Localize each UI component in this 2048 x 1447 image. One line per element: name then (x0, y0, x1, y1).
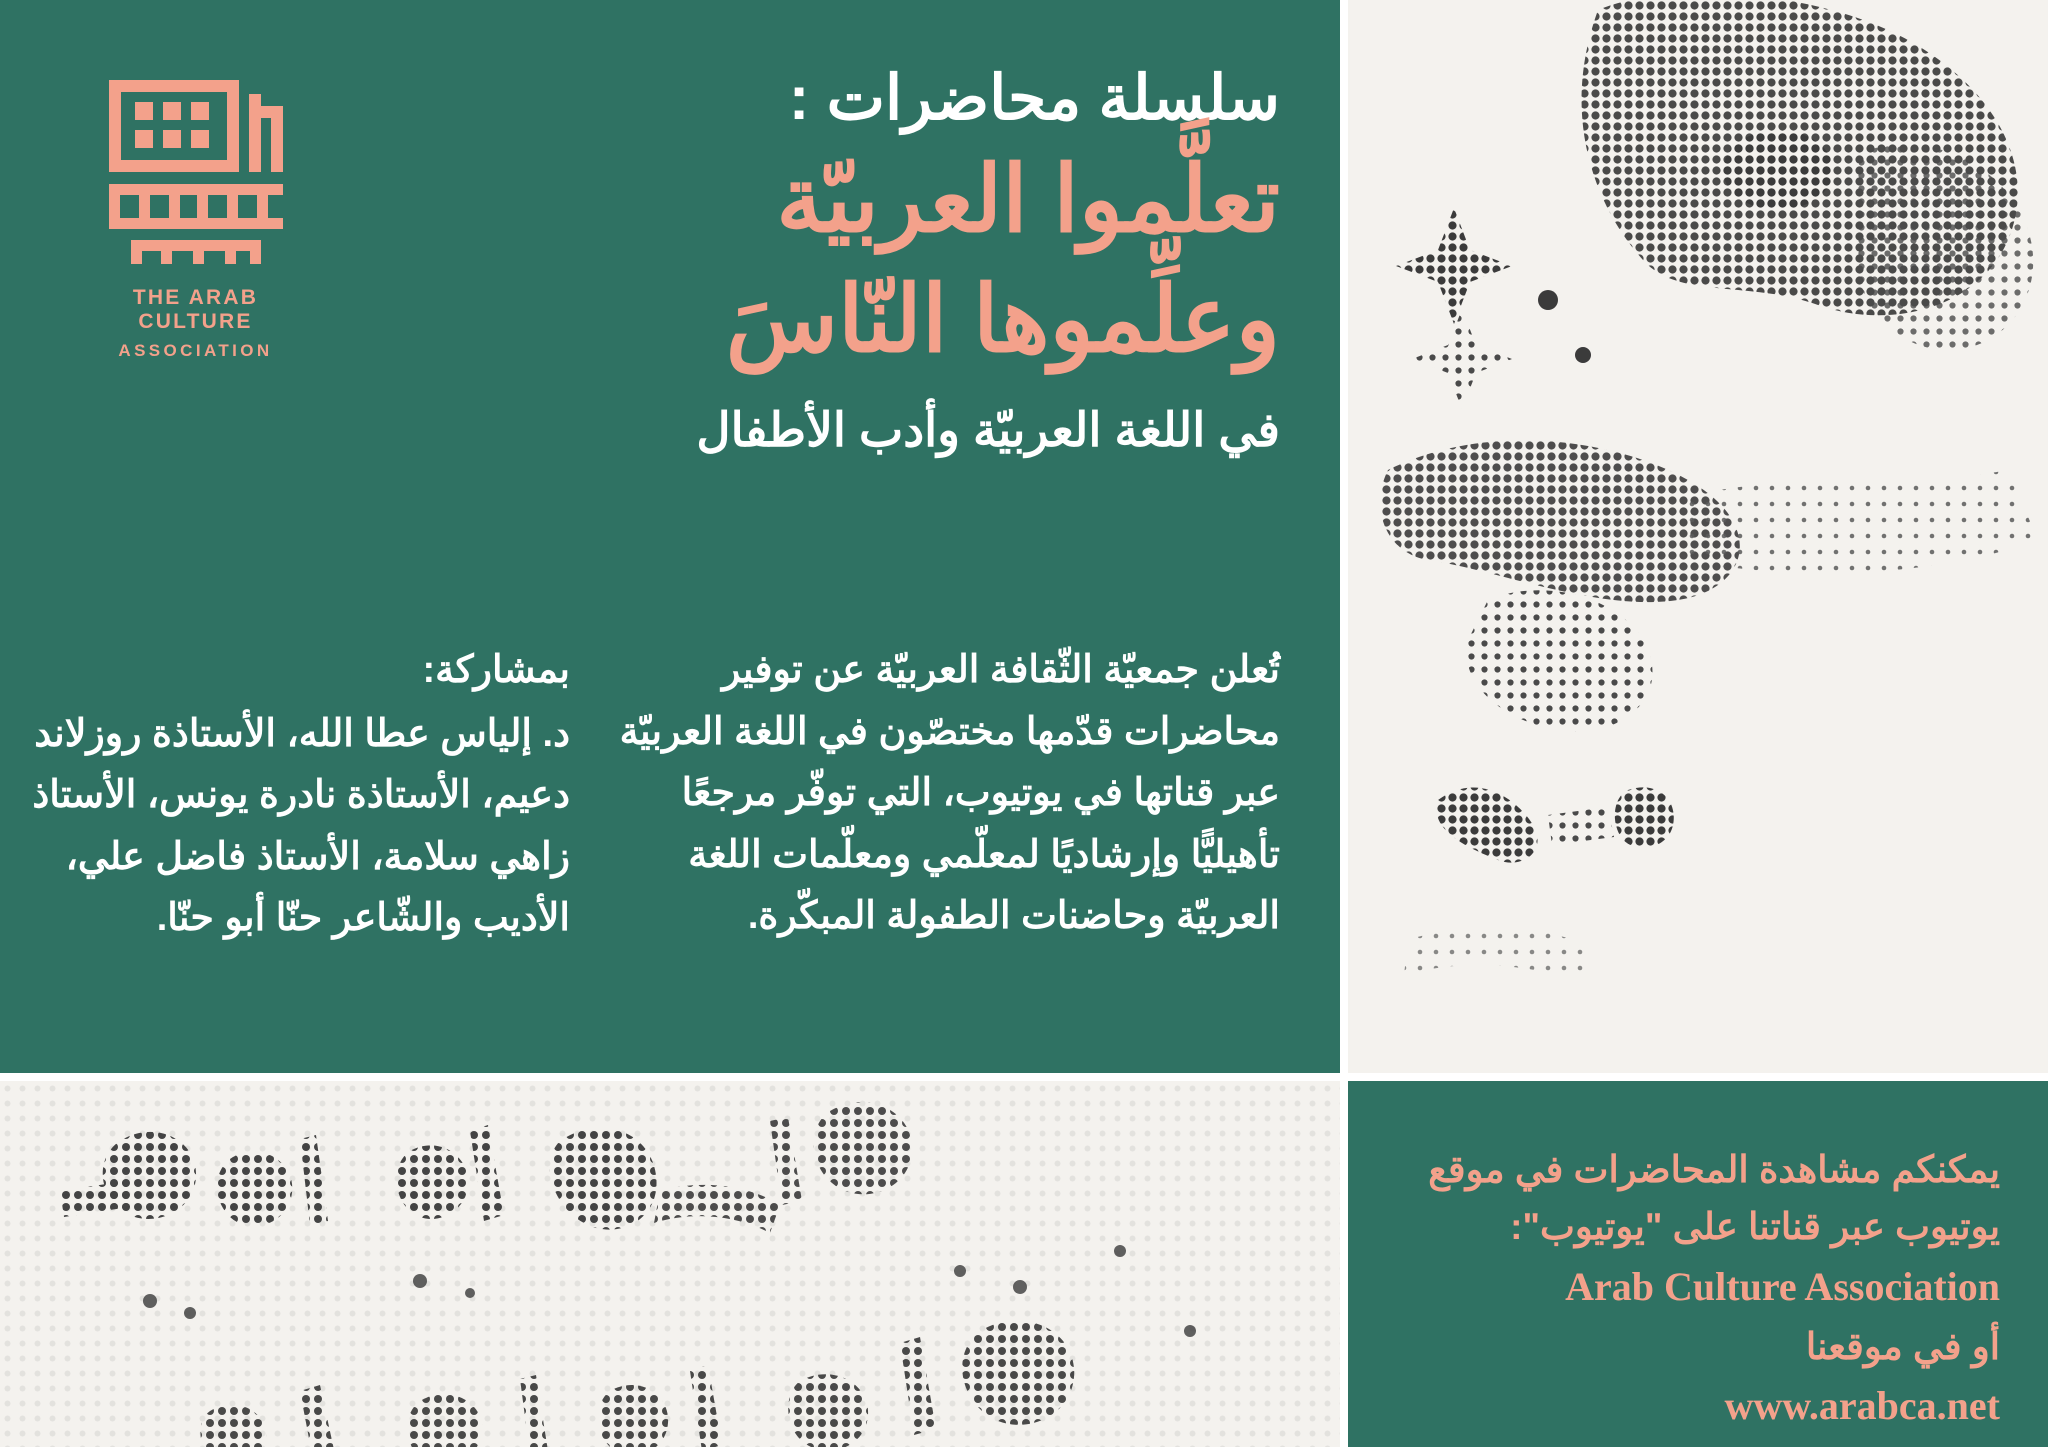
brand-logo-block (88, 72, 303, 361)
main-green-panel (0, 0, 1340, 1073)
participants-block (30, 640, 570, 950)
headline-line-2: وعلِّموها النّاسَ (725, 268, 1280, 371)
contact-line-3: أو في موقعنا (1805, 1325, 2000, 1367)
headline-kicker: سلسلة محاضرات : (788, 64, 1280, 133)
artwork-bottom-left (0, 1081, 1340, 1447)
arab-culture-association-logo-icon (101, 72, 291, 272)
headline-subtitle: في اللغة العربيّة وأدب الأطفال (696, 403, 1280, 457)
brand-name-en-line2: ASSOCIATION (118, 341, 273, 360)
contact-line-2: يوتيوب عبر قناتنا على "يوتيوب": (1510, 1206, 2000, 1248)
contact-block (1390, 1141, 2000, 1437)
contact-panel (1348, 1081, 2048, 1447)
headline-line-1: تعلَّموا العربيّة (776, 149, 1280, 252)
participants-list: د. إلياس عطا الله، الأستاذة روزلاند دعيم، الأستاذة نادرة يونس، الأستاذ زاهي سلامة، الأستاذ فاضل علي، الأديب والشّاعر حنّا أبو حنّا. (32, 712, 570, 940)
youtube-channel-name: Arab Culture Association (1565, 1263, 2000, 1309)
brand-name-en-line1: THE ARAB CULTURE (132, 286, 259, 333)
website-url[interactable]: www.arabca.net (1724, 1383, 2000, 1429)
halftone-child-drawing-icon (1348, 0, 2048, 1073)
participants-label: بمشاركة: (422, 649, 570, 691)
halftone-arabic-handwriting-icon (0, 1081, 1340, 1447)
artwork-top-right (1348, 0, 2048, 1073)
contact-line-1: يمكنكم مشاهدة المحاضرات في موقع (1428, 1149, 2000, 1190)
headline-block (370, 62, 1280, 464)
announcement-paragraph: تُعلن جمعيّة الثّقافة العربيّة عن توفير محاضرات قدّمها مختصّون في اللغة العربيّة عبر قناتها في يوتيوب، التي توفّر مرجعًا تأهيليًّا وإرشاديًا لمعلّمي ومعلّمات اللغة العربيّة وحاضنات الطفولة المبكّرة. (619, 649, 1280, 938)
